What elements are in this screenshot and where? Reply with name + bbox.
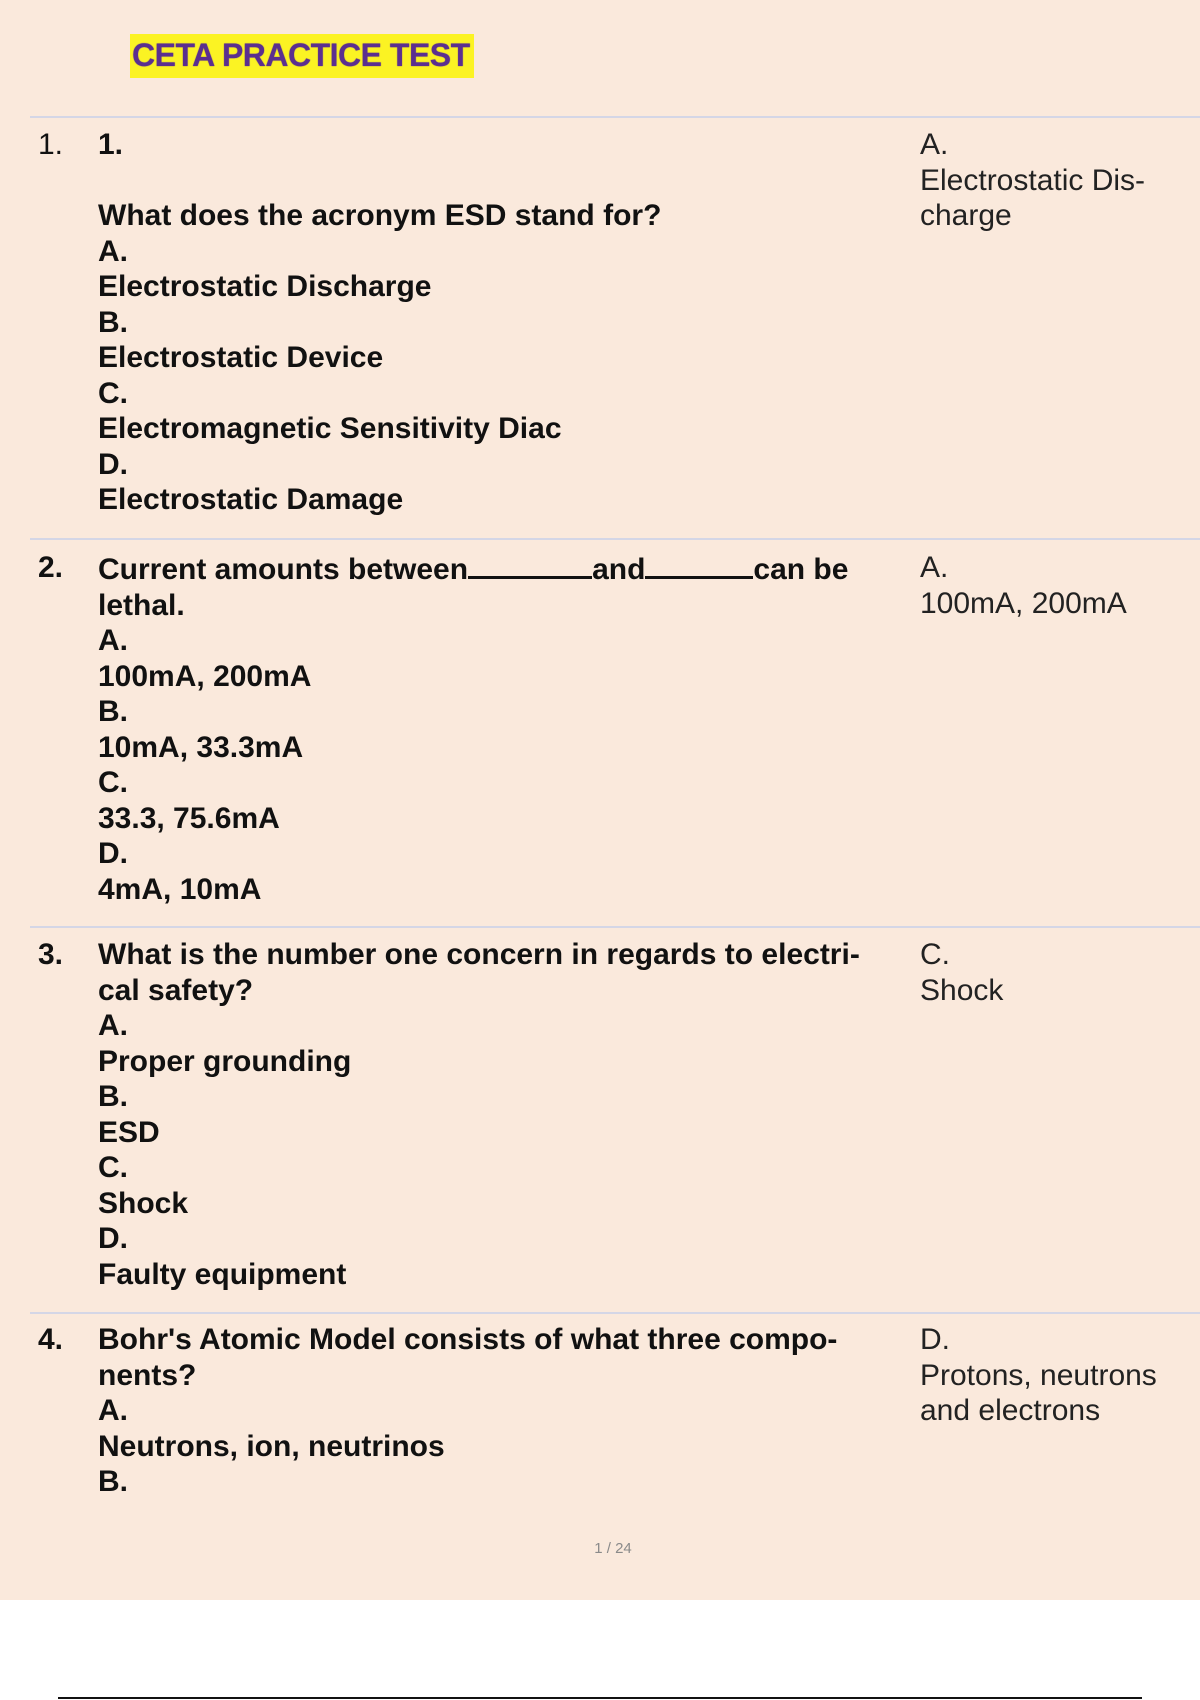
- option-text: 4mA, 10mA: [98, 872, 262, 906]
- question-text: lethal.: [98, 588, 185, 622]
- row-divider: [30, 1312, 1200, 1314]
- question-body: [98, 937, 908, 1292]
- answer-text: Shock: [920, 973, 1004, 1007]
- option-text: ESD: [98, 1115, 160, 1149]
- question-body: [98, 1322, 908, 1500]
- answer-text: Electrostatic Dis-: [920, 163, 1146, 197]
- question-body: [98, 127, 908, 518]
- answer-column: [920, 1322, 1190, 1429]
- option-letter: D.: [98, 1222, 128, 1255]
- question-body: [98, 550, 908, 907]
- option-text: 33.3, 75.6mA: [98, 801, 280, 835]
- question-number: 3.: [38, 938, 64, 971]
- option-letter: A.: [98, 624, 128, 657]
- fill-in-blank: [645, 550, 753, 579]
- option-letter: C.: [98, 1151, 128, 1184]
- next-page-divider: [58, 1697, 1142, 1699]
- option-letter: D.: [98, 447, 128, 481]
- question-text: nents?: [98, 1358, 197, 1392]
- row-divider: [30, 538, 1200, 540]
- answer-letter: A.: [920, 128, 949, 161]
- option-letter: A.: [98, 234, 128, 268]
- question-text: What is the number one concern in regards to electri-: [98, 938, 860, 971]
- answer-text: 100mA, 200mA: [920, 586, 1127, 620]
- option-letter: B.: [98, 1080, 128, 1113]
- row-divider: [30, 116, 1200, 118]
- page-indicator: 1 / 24: [594, 1540, 632, 1557]
- option-letter: B.: [98, 695, 128, 728]
- option-text: Electrostatic Damage: [98, 483, 404, 516]
- answer-text: and electrons: [920, 1394, 1101, 1427]
- question-text: Current amounts between and can be: [98, 550, 908, 588]
- document-title: CETA PRACTICE TEST: [130, 34, 474, 78]
- option-letter: D.: [98, 837, 128, 870]
- question-text: What does the acronym ESD stand for?: [98, 199, 662, 232]
- answer-text: Protons, neutrons: [920, 1358, 1157, 1392]
- option-letter: C.: [98, 376, 128, 410]
- option-letter: C.: [98, 766, 128, 799]
- option-letter: A.: [98, 1009, 128, 1042]
- answer-letter: D.: [920, 1323, 950, 1356]
- row-divider: [30, 926, 1200, 928]
- question-text: Bohr's Atomic Model consists of what three compo-: [98, 1323, 838, 1356]
- answer-letter: A.: [920, 551, 949, 584]
- answer-text: charge: [920, 199, 1012, 232]
- option-text: Neutrons, ion, neutrinos: [98, 1429, 445, 1463]
- option-text: 10mA, 33.3mA: [98, 730, 304, 764]
- option-letter: A.: [98, 1394, 128, 1427]
- option-letter: B.: [98, 305, 128, 339]
- question-number: 1.: [98, 128, 124, 161]
- question-number: 4.: [38, 1323, 64, 1356]
- option-text: Proper grounding: [98, 1044, 352, 1078]
- list-number: 1.: [38, 128, 64, 161]
- option-letter: B.: [98, 1465, 128, 1498]
- answer-letter: C.: [920, 938, 950, 971]
- answer-column: [920, 937, 1190, 1008]
- option-text: Electromagnetic Sensitivity Diac: [98, 412, 562, 445]
- answer-column: [920, 550, 1190, 621]
- question-text: cal safety?: [98, 973, 254, 1007]
- option-text: Faulty equipment: [98, 1257, 347, 1291]
- option-text: Electrostatic Discharge: [98, 270, 432, 303]
- fill-in-blank: [468, 550, 592, 579]
- answer-column: [920, 127, 1190, 234]
- question-number: 2.: [38, 551, 64, 584]
- option-text: Electrostatic Device: [98, 341, 384, 374]
- option-text: 100mA, 200mA: [98, 659, 312, 693]
- option-text: Shock: [98, 1186, 189, 1220]
